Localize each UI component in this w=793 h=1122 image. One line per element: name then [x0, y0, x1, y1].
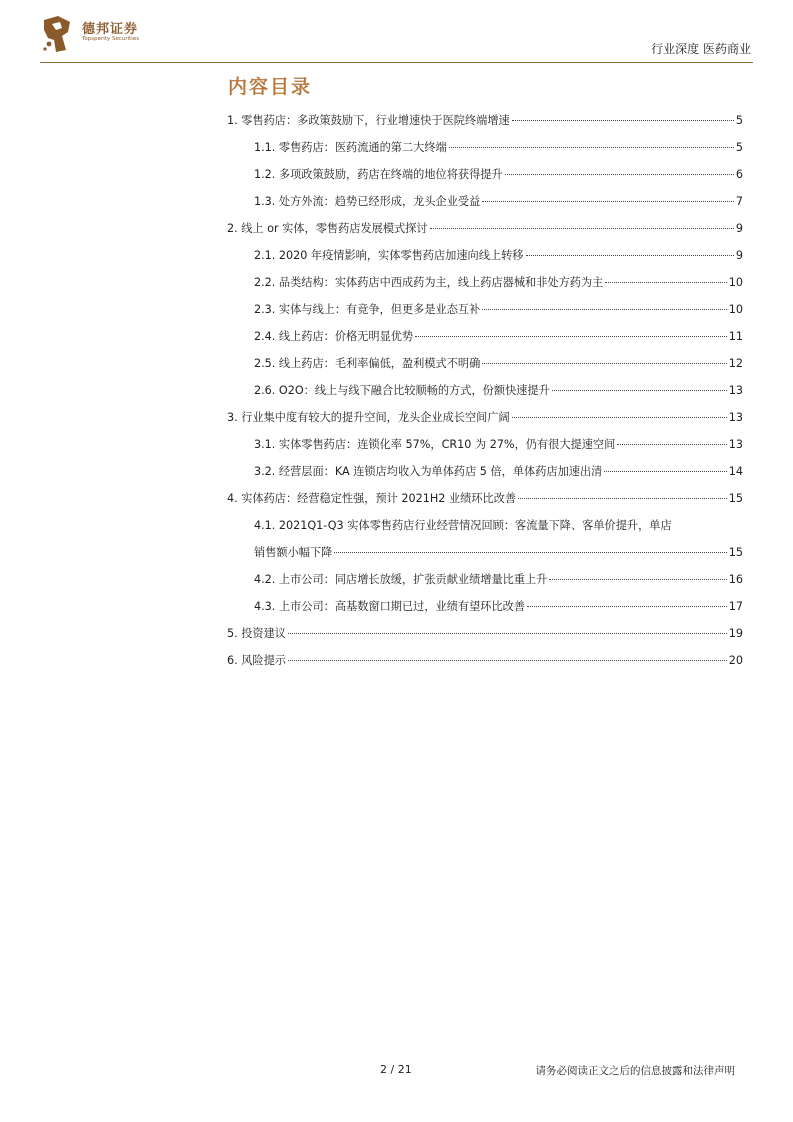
- toc-entry-label: 4.3. 上市公司：高基数窗口期已过，业绩有望环比改善: [254, 600, 526, 613]
- toc-leader-dots: [518, 498, 727, 499]
- toc-entry[interactable]: [227, 195, 743, 209]
- toc-page-number: 10: [728, 276, 743, 289]
- toc-entry[interactable]: [227, 600, 743, 614]
- toc-page-number: 17: [728, 600, 743, 613]
- toc-entry-label: 4. 实体药店：经营稳定性强，预计 2021H2 业绩环比改善: [227, 492, 517, 505]
- page-indicator: 2 / 21: [380, 1063, 412, 1076]
- toc-leader-dots: [512, 120, 734, 121]
- toc-leader-dots: [288, 633, 727, 634]
- toc-entry-label: 6. 风险提示: [227, 654, 286, 667]
- toc-page-number: 16: [728, 573, 743, 586]
- toc-leader-dots: [482, 309, 726, 310]
- toc-leader-dots: [617, 444, 726, 445]
- toc-leader-dots: [288, 660, 727, 661]
- toc-entry[interactable]: [227, 114, 743, 128]
- toc-entry[interactable]: [227, 654, 743, 668]
- toc-entry[interactable]: [227, 384, 743, 398]
- toc-entry-continuation[interactable]: [227, 546, 743, 560]
- toc-entry-label: 3. 行业集中度有较大的提升空间，龙头企业成长空间广阔: [227, 411, 510, 424]
- toc-entry[interactable]: [227, 330, 743, 344]
- toc-page-number: 6: [735, 168, 743, 181]
- toc-leader-dots: [604, 471, 726, 472]
- toc-entry[interactable]: [227, 276, 743, 290]
- toc-page-number: 12: [728, 357, 743, 370]
- toc-entry-label: 2.4. 线上药店：价格无明显优势: [254, 330, 414, 343]
- toc-page-number: 10: [728, 303, 743, 316]
- toc-entry-label: 4.2. 上市公司：同店增长放缓，扩张贡献业绩增量比重上升: [254, 573, 548, 586]
- brand-logo-icon: [40, 14, 74, 54]
- toc-page-number: 13: [728, 411, 743, 424]
- toc-entry-label: 1.2. 多项政策鼓励，药店在终端的地位将获得提升: [254, 168, 503, 181]
- toc-entry-label: 1.3. 处方外流：趋势已经形成，龙头企业受益: [254, 195, 481, 208]
- toc-page-number: 13: [728, 384, 743, 397]
- toc-page-number: 13: [728, 438, 743, 451]
- toc-entry-label: 5. 投资建议: [227, 627, 286, 640]
- toc-page-number: 14: [728, 465, 743, 478]
- toc-entry[interactable]: [227, 438, 743, 452]
- brand-name-en: Topsperity Securities: [82, 36, 140, 42]
- toc-leader-dots: [334, 552, 726, 553]
- toc-page-number: 15: [728, 546, 743, 559]
- toc-leader-dots: [505, 174, 734, 175]
- toc-entry[interactable]: [227, 141, 743, 155]
- toc-page-number: 19: [728, 627, 743, 640]
- toc-entry-label: 1.1. 零售药店：医药流通的第二大终端: [254, 141, 447, 154]
- header-divider: [40, 62, 753, 63]
- toc-page-number: 5: [735, 141, 743, 154]
- toc-page-number: 9: [735, 222, 743, 235]
- toc-entry[interactable]: [227, 168, 743, 182]
- toc-page-number: 20: [728, 654, 743, 667]
- brand-name-cn: 德邦证券: [82, 22, 139, 37]
- toc-leader-dots: [549, 579, 726, 580]
- toc-leader-dots: [512, 417, 727, 418]
- toc-leader-dots: [449, 147, 734, 148]
- toc-entry-label: 3.2. 经营层面：KA 连锁店均收入为单体药店 5 倍，单体药店加速出清: [254, 465, 603, 478]
- toc-entry-label: 1. 零售药店：多政策鼓励下，行业增速快于医院终端增速: [227, 114, 510, 127]
- toc-entry-label: 2.3. 实体与线上：有竞争，但更多是业态互补: [254, 303, 481, 316]
- toc-entry[interactable]: [227, 249, 743, 263]
- toc-page-number: 7: [735, 195, 743, 208]
- toc-page-number: 9: [735, 249, 743, 262]
- toc-entry[interactable]: [227, 357, 743, 371]
- toc-entry[interactable]: [227, 519, 743, 533]
- toc-leader-dots: [527, 606, 727, 607]
- toc-entry-label: 2.5. 线上药店：毛利率偏低，盈利模式不明确: [254, 357, 481, 370]
- toc-entry[interactable]: [227, 222, 743, 236]
- toc-entry-label: 3.1. 实体零售药店：连锁化率 57%，CR10 为 27%，仍有很大提速空间: [254, 438, 616, 451]
- toc-leader-dots: [430, 228, 734, 229]
- toc-page-number: 5: [735, 114, 743, 127]
- toc-leader-dots: [526, 255, 734, 256]
- toc-leader-dots: [552, 390, 727, 391]
- toc-entry[interactable]: [227, 492, 743, 506]
- toc-entry[interactable]: [227, 627, 743, 641]
- toc-entry[interactable]: [227, 303, 743, 317]
- toc-entry[interactable]: [227, 411, 743, 425]
- page-header: [0, 0, 793, 65]
- toc-entry-label: 4.1. 2021Q1-Q3 实体零售药店行业经营情况回顾：客流量下降、客单价提升，单店: [254, 519, 672, 532]
- report-type: 行业深度 医药商业: [651, 42, 751, 56]
- toc-entry-label: 2.6. O2O：线上与线下融合比较顺畅的方式，份额快速提升: [254, 384, 550, 397]
- toc-leader-dots: [482, 201, 734, 202]
- toc-leader-dots: [415, 336, 727, 337]
- toc-page-number: 15: [728, 492, 743, 505]
- toc-entry[interactable]: [227, 573, 743, 587]
- toc-leader-dots: [482, 363, 726, 364]
- table-of-contents: [227, 114, 743, 668]
- footer-disclaimer: 请务必阅读正文之后的信息披露和法律声明: [535, 1065, 735, 1077]
- toc-title: 内容目录: [228, 76, 313, 98]
- toc-entry-label-continued: 销售额小幅下降: [254, 546, 333, 559]
- toc-leader-dots: [605, 282, 726, 283]
- toc-entry-label: 2.1. 2020 年疫情影响，实体零售药店加速向线上转移: [254, 249, 524, 262]
- toc-entry[interactable]: [227, 465, 743, 479]
- toc-entry-label: 2. 线上 or 实体，零售药店发展模式探讨: [227, 222, 428, 235]
- toc-page-number: 11: [728, 330, 743, 343]
- toc-entry-label: 2.2. 品类结构：实体药店中西成药为主，线上药店器械和非处方药为主: [254, 276, 604, 289]
